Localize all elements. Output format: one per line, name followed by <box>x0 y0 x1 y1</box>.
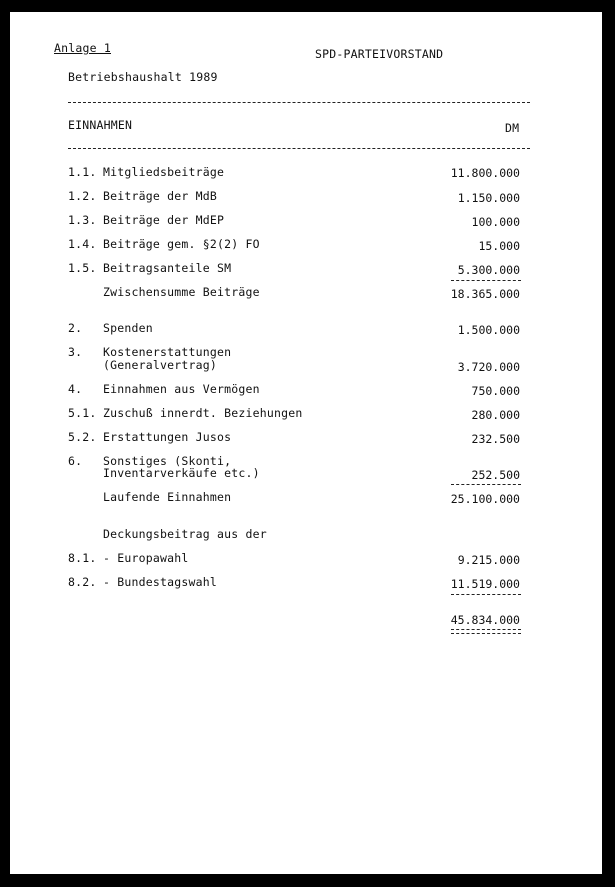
row-value: 232.500 <box>471 432 520 446</box>
row-value: 1.500.000 <box>457 323 520 337</box>
row-number: 1.5. <box>68 261 97 275</box>
grand-total-rule <box>451 594 521 595</box>
running-total-rule <box>451 484 521 485</box>
row-label: - Europawahl <box>103 551 189 565</box>
attachment-label: Anlage 1 <box>54 41 111 55</box>
row-number: 8.1. <box>68 551 97 565</box>
row-number: 1.3. <box>68 213 97 227</box>
row-label: Beitragsanteile SM <box>103 261 232 275</box>
row-label: Spenden <box>103 321 153 335</box>
row-value: 11.519.000 <box>450 577 520 591</box>
document-page <box>10 12 602 874</box>
row-value: 3.720.000 <box>457 360 520 374</box>
row-number: 3. <box>68 345 83 359</box>
row-number: 4. <box>68 382 83 396</box>
document-title: Betriebshaushalt 1989 <box>68 70 218 84</box>
row-label: - Bundestagswahl <box>103 575 217 589</box>
organization-label: SPD-PARTEIVORSTAND <box>315 47 444 61</box>
row-label-continued: (Generalvertrag) <box>103 358 217 372</box>
row-value: 280.000 <box>471 408 520 422</box>
row-label: Beiträge der MdEP <box>103 213 225 227</box>
row-number: 1.2. <box>68 189 97 203</box>
row-label: Kostenerstattungen <box>103 345 232 359</box>
row-label: Beiträge gem. §2(2) FO <box>103 237 260 251</box>
row-value: 9.215.000 <box>457 553 520 567</box>
header-divider-bottom <box>68 148 530 149</box>
subtotal-rule <box>451 280 521 281</box>
running-total-value: 25.100.000 <box>450 492 520 506</box>
row-value: 11.800.000 <box>450 166 520 180</box>
row-value: 252.500 <box>471 468 520 482</box>
section-label: EINNAHMEN <box>68 118 133 132</box>
row-number: 1.4. <box>68 237 97 251</box>
row-value: 750.000 <box>471 384 520 398</box>
row-label: Einnahmen aus Vermögen <box>103 382 260 396</box>
row-label: Sonstiges (Skonti, <box>103 454 232 468</box>
row-value: 5.300.000 <box>457 263 520 277</box>
row-label: Mitgliedsbeiträge <box>103 165 225 179</box>
running-total-label: Laufende Einnahmen <box>103 490 232 504</box>
subtotal-label: Zwischensumme Beiträge <box>103 285 260 299</box>
grand-total-double-rule <box>451 629 521 634</box>
subtotal-value: 18.365.000 <box>450 287 520 301</box>
currency-label: DM <box>505 121 520 135</box>
row-label-continued: Inventarverkäufe etc.) <box>103 466 260 480</box>
row-number: 5.2. <box>68 430 97 444</box>
row-number: 8.2. <box>68 575 97 589</box>
row-label: Zuschuß innerdt. Beziehungen <box>103 406 303 420</box>
coverage-heading: Deckungsbeitrag aus der <box>103 527 267 541</box>
row-number: 2. <box>68 321 83 335</box>
row-value: 15.000 <box>478 239 520 253</box>
row-number: 6. <box>68 454 83 468</box>
row-value: 1.150.000 <box>457 191 520 205</box>
row-number: 5.1. <box>68 406 97 420</box>
row-value: 100.000 <box>471 215 520 229</box>
grand-total-value: 45.834.000 <box>450 613 520 627</box>
row-number: 1.1. <box>68 165 97 179</box>
row-label: Erstattungen Jusos <box>103 430 232 444</box>
header-divider-top <box>68 102 530 103</box>
row-label: Beiträge der MdB <box>103 189 217 203</box>
